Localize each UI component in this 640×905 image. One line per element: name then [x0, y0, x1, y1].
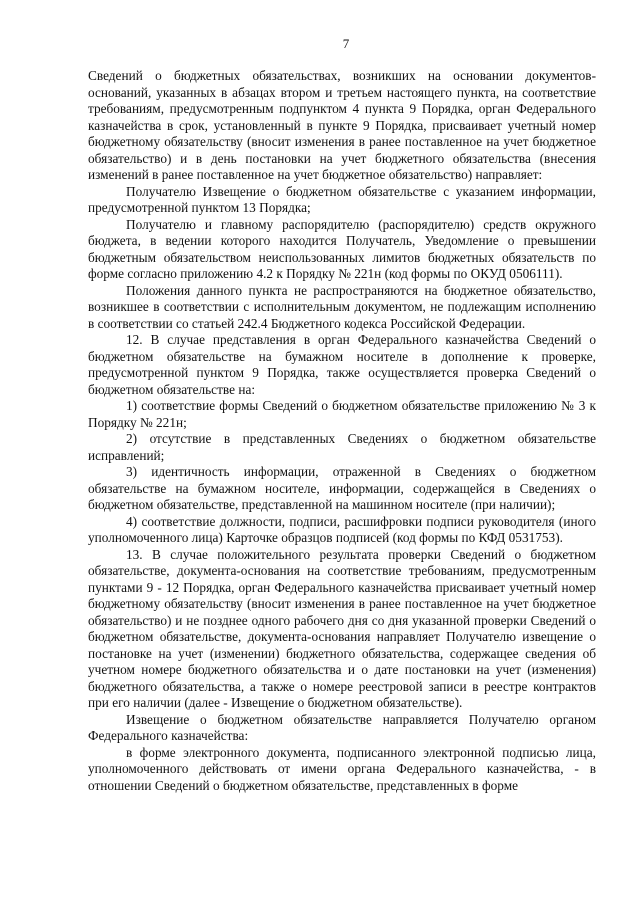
paragraph-continuation: Сведений о бюджетных обязательствах, возникших на основании документов-оснований, указанных в абзацах втором и третьем настоящего пункта, на соответствие требованиям, предусмотренным подпунктом 4 пункта 9 Порядка, орган Федерального казначейства в срок, установленный в пункте 9 Порядка, присваивает учетный номер бюджетному обязательству (вносит изменения в ранее поставленное на учет бюджетное обязательство) и в день постановки на учет бюджетного обязательства (внесения изменений в ранее поставленное на учет бюджетное обязательство) направляет: — [88, 68, 596, 182]
paragraph-excess-notification: Получателю и главному распорядителю (распорядителю) средств окружного бюджета, в ведении которого находится Получатель, Уведомление о превышении бюджетным обязательством неиспользованных лимитов бюджетных обязательств по форме согласно приложению 4.2 к Порядку № 221н (код формы по ОКУД 0506111). — [88, 216, 596, 281]
paragraph-check-2: 2) отсутствие в представленных Сведениях о бюджетном обязательстве исправлений; — [88, 431, 596, 463]
paragraph-check-1: 1) соответствие формы Сведений о бюджетном обязательстве приложению № 3 к Порядку № 221н; — [88, 398, 596, 430]
paragraph-recipient-notice: Получателю Извещение о бюджетном обязательстве с указанием информации, предусмотренной пунктом 13 Порядка; — [88, 183, 596, 215]
paragraph-check-3: 3) идентичность информации, отраженной в Сведениях о бюджетном обязательстве на бумажном носителе, информации, содержащейся в Сведениях о бюджетном обязательстве, представленной на машинном носителе (при наличии); — [88, 464, 596, 512]
paragraph-item-13: 13. В случае положительного результата проверки Сведений о бюджетном обязательстве, документа-основания на соответствие требованиям, предусмотренным пунктами 9 - 12 Порядка, орган Федерального казначейства присваивает учетный номер бюджетному обязательству (вносит изменения в ранее поставленное на учет бюджетное обязательство) и не позднее одного рабочего дня со дня указанной проверки Сведений о бюджетном обязательстве, документа-основания направляет Получателю извещение о постановке на учет (изменении) бюджетного обязательства, содержащее сведения об учетном номере бюджетного обязательства и о дате постановки на учет (изменения) бюджетного обязательства, а также о номере реестровой записи в реестре контрактов при его наличии (далее - Извещение о бюджетном обязательстве). — [88, 546, 596, 710]
paragraph-item-12: 12. В случае представления в орган Федерального казначейства Сведений о бюджетном обязательстве на бумажном носителе в дополнение к проверке, предусмотренной пунктом 9 Порядка, также осуществляется проверка Сведений о бюджетном обязательстве на: — [88, 332, 596, 397]
paragraph-exception: Положения данного пункта не распространяются на бюджетное обязательство, возникшее в соответствии с исполнительным документом, не подлежащим исполнению в соответствии со статьей 242.4 Бюджетного кодекса Российской Федерации. — [88, 282, 596, 331]
paragraph-electronic-form: в форме электронного документа, подписанного электронной подписью лица, уполномоченного действовать от имени органа Федерального казначейства, - в отношении Сведений о бюджетном обязательстве, представленных в форме — [88, 744, 596, 793]
paragraph-check-4: 4) соответствие должности, подписи, расшифровки подписи руководителя (иного уполномоченного лица) Карточке образцов подписей (код формы по КФД 0531753). — [88, 513, 596, 545]
page-number: 7 — [342, 36, 350, 51]
paragraph-notice-sent: Извещение о бюджетном обязательстве направляется Получателю органом Федерального казначейства: — [88, 711, 596, 743]
